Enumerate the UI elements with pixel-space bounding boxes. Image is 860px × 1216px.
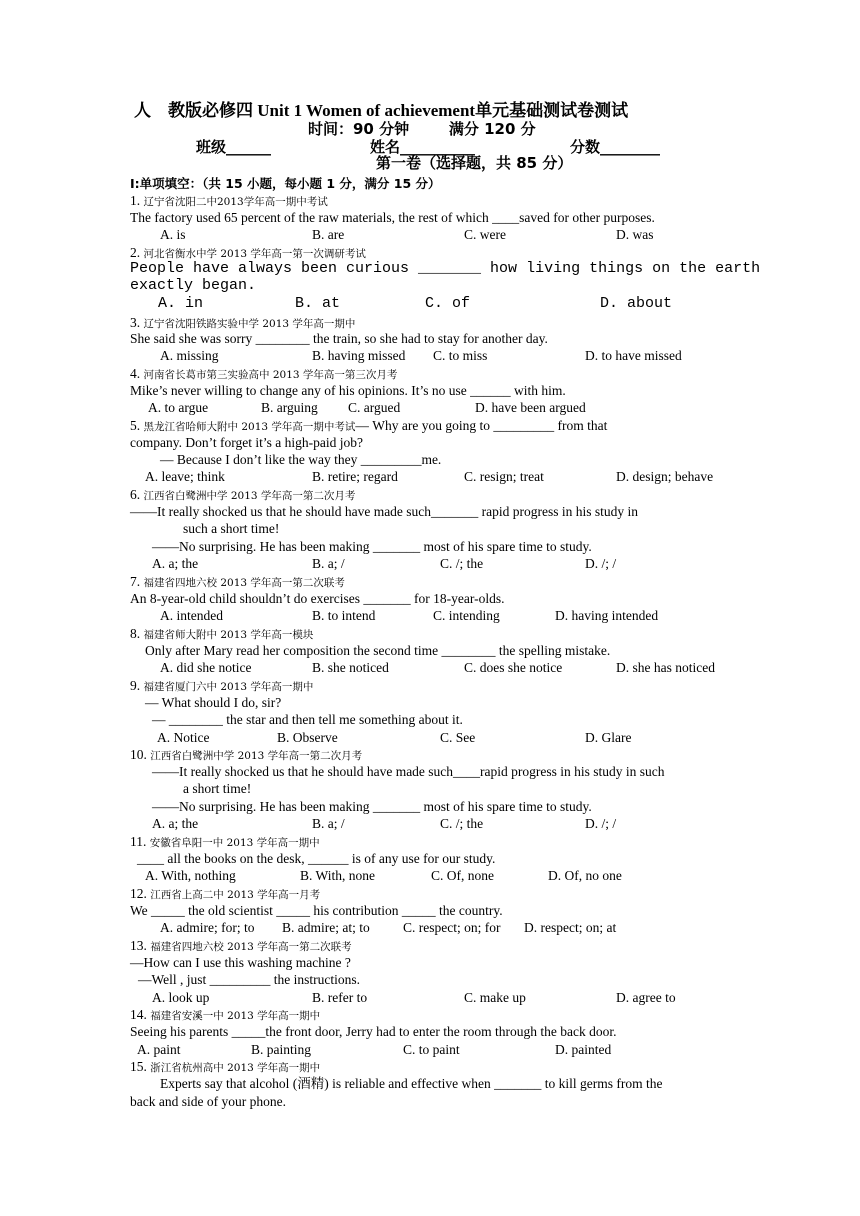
question-source: 10. 江西省白鹭洲中学 2013 学年高一第二次月考	[130, 747, 363, 762]
question-stem: ____ all the books on the desk, ______ is of any use for our study.	[137, 851, 496, 866]
score-field[interactable]	[570, 139, 660, 157]
option-c[interactable]: C. to paint	[403, 1042, 460, 1057]
option-d[interactable]: D. Of, no one	[548, 868, 622, 883]
option-b[interactable]: B. a; /	[312, 816, 345, 831]
title-part-3: 单元基础测试卷测试	[475, 101, 629, 121]
option-a[interactable]: A. is	[160, 227, 186, 242]
option-c[interactable]: C. /; the	[440, 816, 484, 831]
option-c[interactable]: C. to miss	[433, 348, 488, 363]
option-b[interactable]: B. Observe	[277, 730, 338, 745]
option-d[interactable]: D. respect; on; at	[524, 920, 617, 935]
question-stem-inline: — Why are you going to _________ from that	[355, 418, 608, 433]
question-stem: The factory used 65 percent of the raw materials, the rest of which ____saved for other purposes.	[130, 210, 655, 225]
question-stem: Experts say that alcohol (酒精) is reliable and effective when _______ to kill germs from the	[160, 1076, 663, 1091]
question-stem: People have always been curious _______ how living things on the earth	[130, 260, 761, 277]
title-part-2: Unit 1 Women of achievement	[257, 101, 476, 120]
option-c[interactable]: C. respect; on; for	[403, 920, 501, 935]
option-d[interactable]: D. /; /	[585, 816, 617, 831]
question-stem: a short time!	[183, 781, 252, 796]
title-part-1: 人 教版必修四	[134, 101, 253, 121]
option-a[interactable]: A. did she notice	[160, 660, 252, 675]
option-a[interactable]: A. leave; think	[145, 469, 225, 484]
option-d[interactable]: D. painted	[555, 1042, 612, 1057]
score-label: 分数________	[570, 138, 661, 156]
option-c[interactable]: C. resign; treat	[464, 469, 544, 484]
option-a[interactable]: A. paint	[137, 1042, 181, 1057]
time-line	[308, 121, 536, 139]
class-field[interactable]	[196, 139, 271, 157]
option-d[interactable]: D. she has noticed	[616, 660, 715, 675]
option-b[interactable]: B. painting	[251, 1042, 311, 1057]
question-stem: She said she was sorry ________ the train, so she had to stay for another day.	[130, 331, 548, 346]
question-stem: Only after Mary read her composition the second time ________ the spelling mistake.	[145, 643, 611, 658]
question-source: 3. 辽宁省沈阳铁路实验中学 2013 学年高一期中	[130, 315, 356, 330]
question-source: 8. 福建省师大附中 2013 学年高一模块	[130, 626, 314, 641]
option-c[interactable]: C. argued	[348, 400, 401, 415]
option-a[interactable]: A. to argue	[148, 400, 209, 415]
option-d[interactable]: D. design; behave	[616, 469, 714, 484]
question-source: 14. 福建省安溪一中 2013 学年高一期中	[130, 1007, 321, 1022]
question-stem: back and side of your phone.	[130, 1094, 286, 1109]
question-source: 11. 安徽省阜阳一中 2013 学年高一期中	[130, 834, 320, 849]
option-a[interactable]: A. With, nothing	[145, 868, 236, 883]
question-stem: We _____ the old scientist _____ his contribution _____ the country.	[130, 903, 503, 918]
option-d[interactable]: D. to have missed	[585, 348, 682, 363]
question-stem: ——It really shocked us that he should have made such____rapid progress in his study in such	[152, 764, 665, 779]
question-stem: —How can I use this washing machine ?	[130, 955, 351, 970]
question-stem: — ________ the star and then tell me something about it.	[152, 712, 463, 727]
option-a[interactable]: A. look up	[152, 990, 210, 1005]
question-stem: —Well , just _________ the instructions.	[138, 972, 361, 987]
question-source: 15. 浙江省杭州高中 2013 学年高一期中	[130, 1059, 321, 1074]
option-b[interactable]: B. at	[295, 295, 341, 312]
option-a[interactable]: A. a; the	[152, 556, 199, 571]
option-d[interactable]: D. was	[616, 227, 654, 242]
option-d[interactable]: D. Glare	[585, 730, 632, 745]
question-source: 4. 河南省长葛市第三实验高中 2013 学年高一第三次月考	[130, 366, 398, 381]
option-b[interactable]: B. refer to	[312, 990, 368, 1005]
option-b[interactable]: B. With, none	[300, 868, 375, 883]
option-d[interactable]: D. have been argued	[475, 400, 586, 415]
exam-title	[134, 102, 628, 120]
full-score-label: 满分 120 分	[448, 120, 536, 138]
option-b[interactable]: B. having missed	[312, 348, 406, 363]
question-stem: ——It really shocked us that he should have made such_______ rapid progress in his study in	[130, 504, 639, 519]
question-source: 12. 江西省上高二中 2013 学年高一月考	[130, 886, 321, 901]
question-stem: exactly began.	[130, 277, 257, 294]
option-c[interactable]: C. were	[464, 227, 506, 242]
name-label: 姓名__________	[370, 138, 476, 156]
option-a[interactable]: A. a; the	[152, 816, 199, 831]
option-d[interactable]: D. about	[600, 295, 673, 312]
option-c[interactable]: C. See	[440, 730, 476, 745]
option-a[interactable]: A. Notice	[157, 730, 210, 745]
question-source: 6. 江西省白鹭洲中学 2013 学年高一第二次月考	[130, 487, 356, 502]
option-c[interactable]: C. intending	[433, 608, 500, 623]
question-stem: such a short time!	[183, 521, 280, 536]
question-stem: Mike’s never willing to change any of his opinions. It’s no use ______ with him.	[130, 383, 566, 398]
option-d[interactable]: D. having intended	[555, 608, 659, 623]
option-a[interactable]: A. intended	[160, 608, 223, 623]
option-b[interactable]: B. to intend	[312, 608, 376, 623]
question-source: 5. 黑龙江省哈师大附中 2013 学年高一期中考试— Why are you going to _________ from that	[130, 418, 608, 433]
option-b[interactable]: B. retire; regard	[312, 469, 398, 484]
question-stem: An 8-year-old child shouldn’t do exercises _______ for 18-year-olds.	[130, 591, 505, 606]
option-b[interactable]: B. arguing	[261, 400, 318, 415]
option-a[interactable]: A. in	[158, 295, 204, 312]
question-stem: — What should I do, sir?	[145, 695, 282, 710]
question-source: 2. 河北省衡水中学 2013 学年高一第一次调研考试	[130, 245, 366, 260]
option-d[interactable]: D. agree to	[616, 990, 676, 1005]
option-a[interactable]: A. missing	[160, 348, 219, 363]
time-label: 时间：90 分钟	[308, 120, 410, 138]
part-label-text: 第一卷（选择题，共 85 分）	[376, 154, 573, 172]
option-c[interactable]: C. of	[425, 295, 471, 312]
question-stem: ——No surprising. He has been making _______ most of his spare time to study.	[152, 799, 592, 814]
option-d[interactable]: D. /; /	[585, 556, 617, 571]
question-source: 7. 福建省四地六校 2013 学年高一第二次联考	[130, 574, 345, 589]
question-source: 9. 福建省厦门六中 2013 学年高一期中	[130, 678, 314, 693]
question-stem: — Because I don’t like the way they _________me.	[160, 452, 442, 467]
question-stem: Seeing his parents _____the front door, Jerry had to enter the room through the back door.	[130, 1024, 617, 1039]
option-c[interactable]: C. /; the	[440, 556, 484, 571]
question-stem: ——No surprising. He has been making _______ most of his spare time to study.	[152, 539, 592, 554]
question-source: 1. 辽宁省沈阳二中2013学年高一期中考试	[130, 193, 328, 208]
class-label: 班级______	[196, 138, 272, 156]
option-c[interactable]: C. Of, none	[431, 868, 494, 883]
part-label	[376, 155, 572, 173]
option-b[interactable]: B. she noticed	[312, 660, 389, 675]
option-b[interactable]: B. a; /	[312, 556, 345, 571]
option-c[interactable]: C. make up	[464, 990, 526, 1005]
option-b[interactable]: B. admire; at; to	[282, 920, 370, 935]
question-stem: company. Don’t forget it’s a high-paid job?	[130, 435, 363, 450]
option-a[interactable]: A. admire; for; to	[160, 920, 255, 935]
question-source: 13. 福建省四地六校 2013 学年高一第二次联考	[130, 938, 352, 953]
option-c[interactable]: C. does she notice	[464, 660, 563, 675]
section-title: I:单项填空：（共 15 小题，每小题 1 分，满分 15 分）	[130, 176, 441, 191]
option-b[interactable]: B. are	[312, 227, 345, 242]
